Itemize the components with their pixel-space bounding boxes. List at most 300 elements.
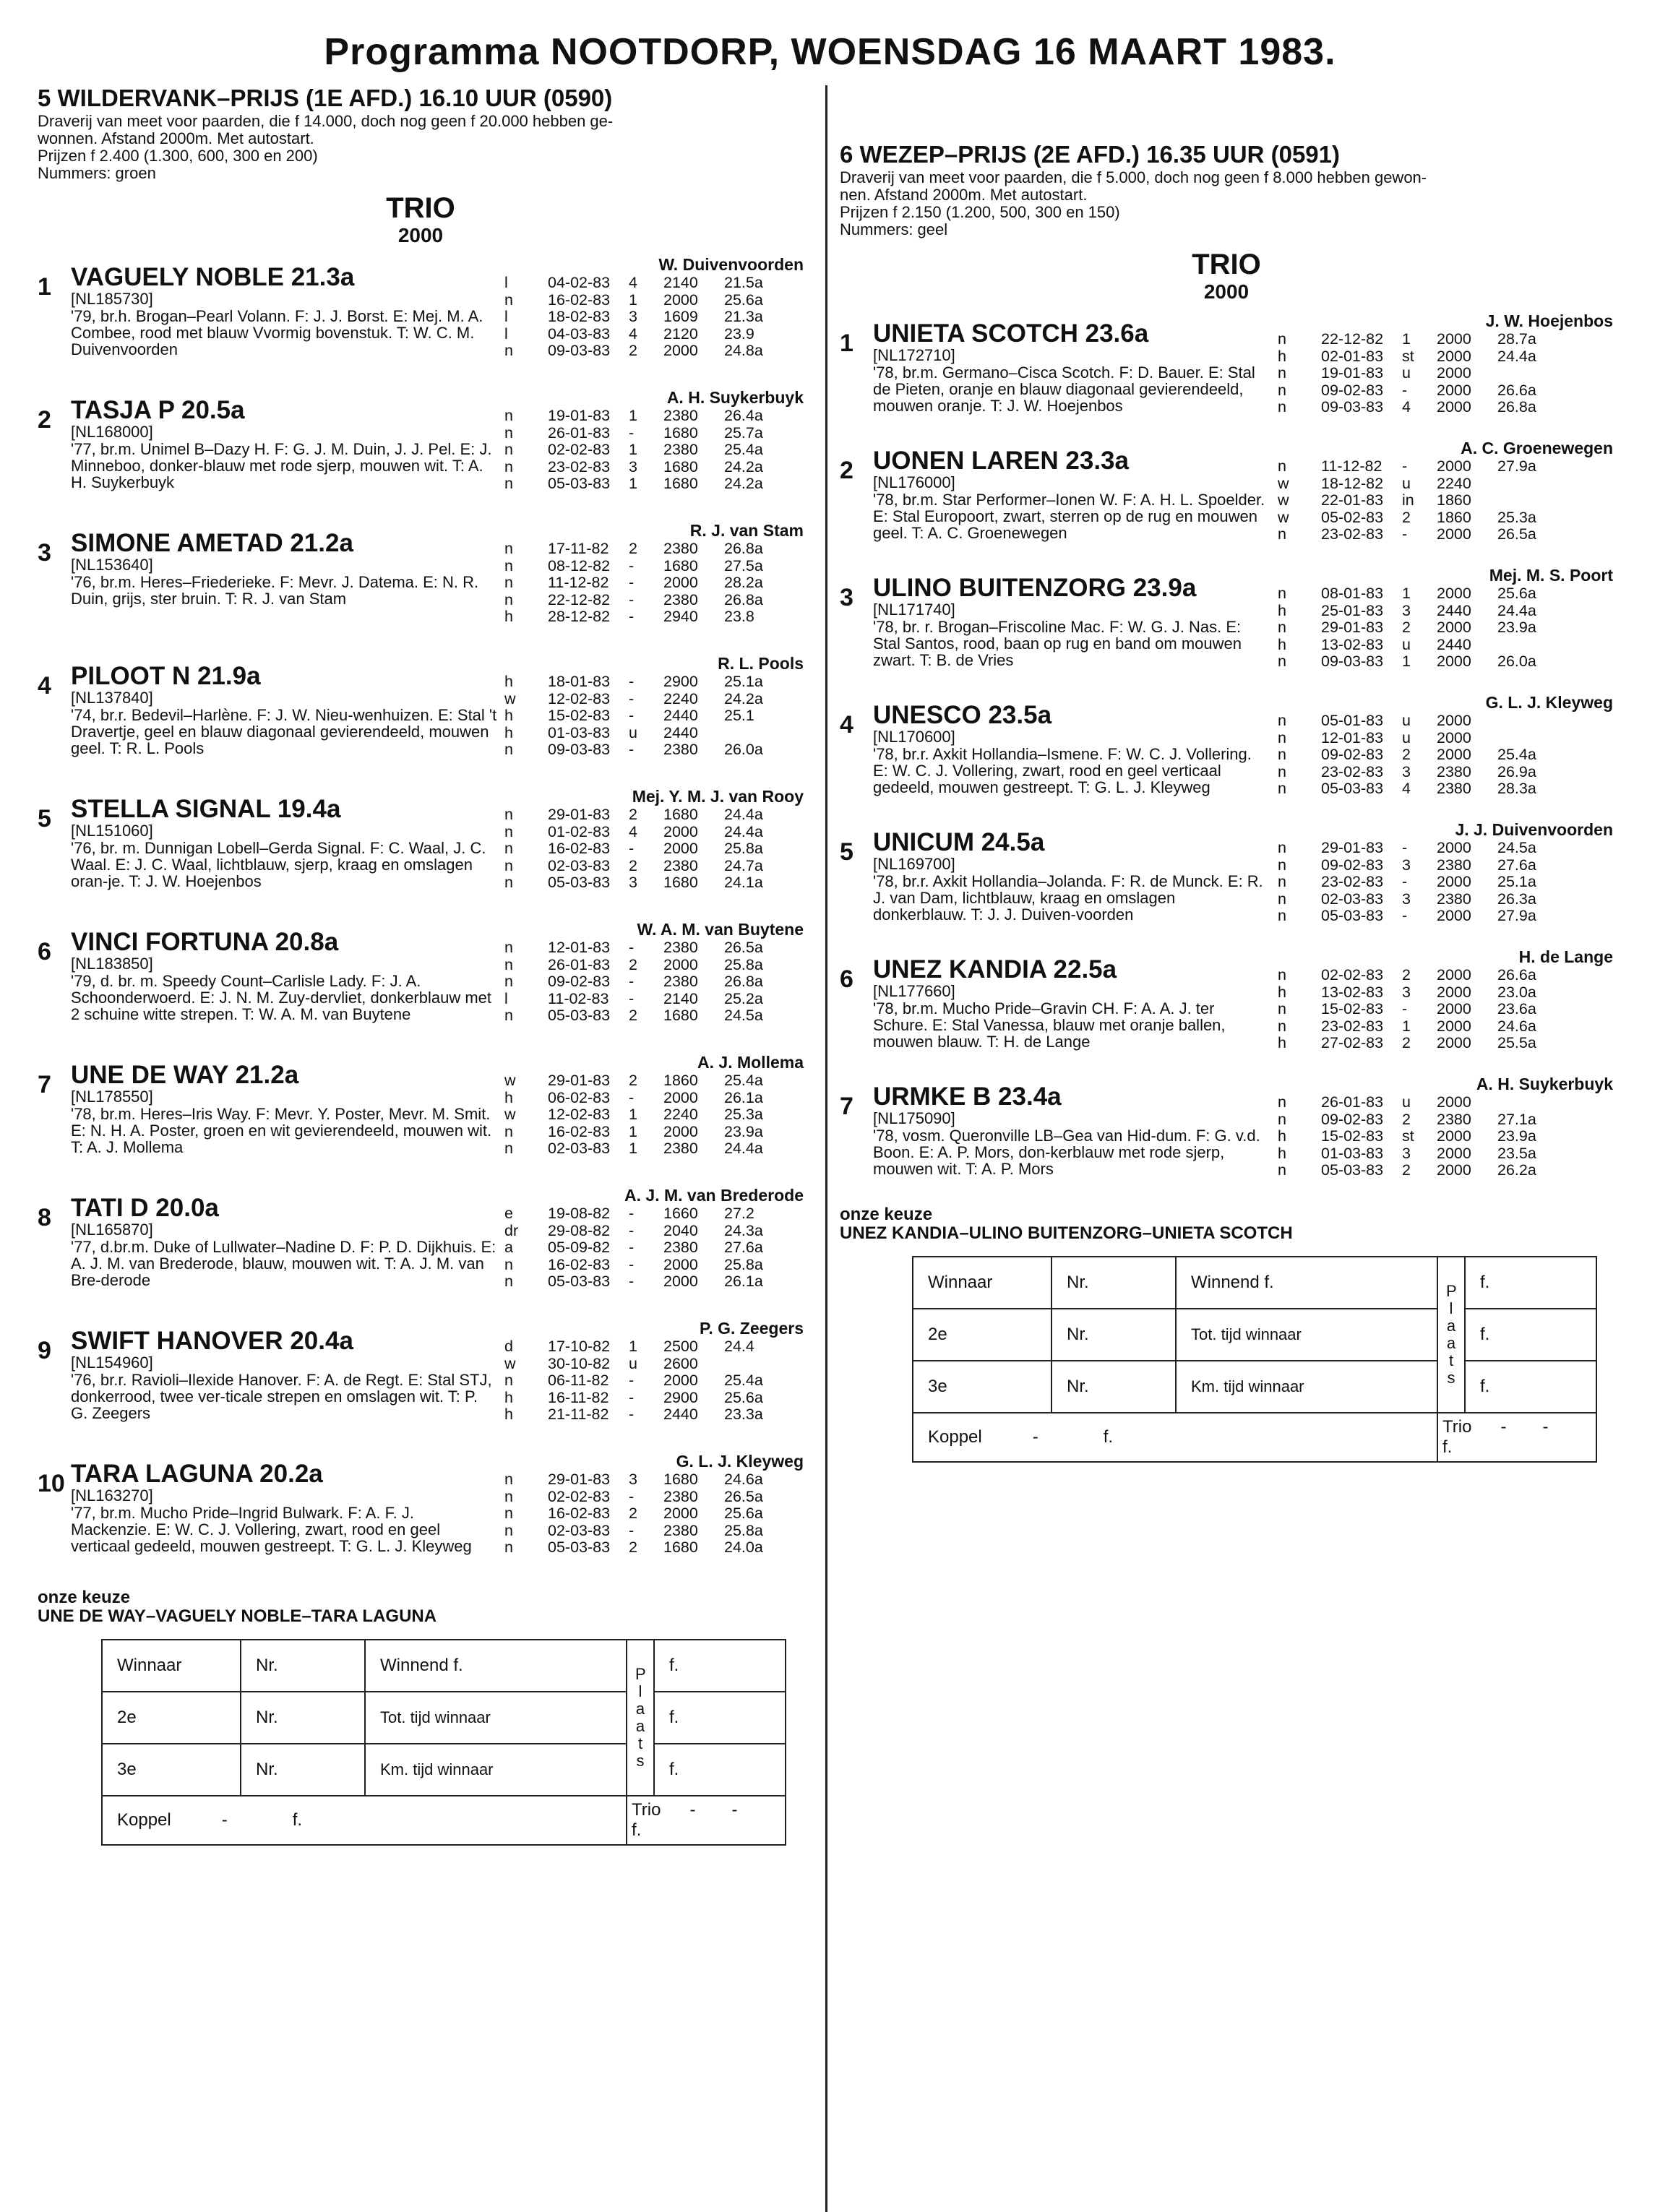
- track-code: h: [504, 1388, 513, 1406]
- results-table: [504, 1205, 804, 1291]
- horse-number: 4: [840, 711, 853, 739]
- distance: 1860: [663, 1072, 698, 1089]
- horse-description: '78, vosm. Queronville LB–Gea van Hid-dum. F: G. v.d. Boon. E: A. P. Mors, don-kerblauw met rode sjerp, mouwen wit. T: A. P. Mors: [873, 1127, 1260, 1178]
- placing: 2: [629, 856, 637, 874]
- bet-trio: [627, 1796, 786, 1845]
- distance: 2140: [663, 989, 698, 1007]
- distance: 2000: [663, 955, 698, 973]
- horse-number: 5: [840, 838, 853, 866]
- track-code: l: [504, 308, 508, 325]
- distance: 2000: [663, 1505, 698, 1522]
- race-date: 05-01-83: [1321, 712, 1384, 729]
- result-row: [1278, 1111, 1613, 1129]
- km-time: 26.8a: [724, 590, 763, 608]
- horse-number: 1: [38, 273, 51, 301]
- distance: 2000: [1437, 746, 1471, 763]
- race-date: 12-01-83: [1321, 728, 1384, 746]
- horse-number: 3: [840, 584, 853, 611]
- track-code: h: [1278, 1127, 1286, 1145]
- km-time: 27.1a: [1497, 1110, 1536, 1128]
- bet-plaats-label: [1437, 1257, 1465, 1413]
- km-time: 25.5a: [1497, 1034, 1536, 1051]
- horse-results: [504, 517, 804, 650]
- horse-description: '76, br. m. Dunnigan Lobell–Gerda Signal. F: C. Waal, J. C. Waal. E: J. C. Waal, lichtblauw, sjerp, kraag en omslagen oran-je. T: J. W. Hoejenbos: [71, 839, 486, 890]
- tips-label: onze keuze: [38, 1588, 131, 1607]
- placing: 2: [629, 1505, 637, 1522]
- result-row: [504, 442, 804, 459]
- result-row: [1278, 840, 1613, 857]
- race-date: 05-03-83: [1321, 907, 1384, 924]
- race-date: 18-12-82: [1321, 474, 1384, 492]
- horse-description: '78, br.m. Mucho Pride–Gravin CH. F: A. A. J. ter Schure. E: Stal Vanessa, blauw met oranje ballen, mouwen blauw. T: H. de Lange: [873, 999, 1226, 1051]
- distance: 2000: [1437, 457, 1471, 475]
- km-time: 24.4a: [724, 806, 763, 823]
- placing: 2: [1402, 1110, 1411, 1128]
- track-code: h: [504, 673, 513, 690]
- placing: -: [629, 608, 635, 625]
- placing: 1: [629, 1122, 637, 1140]
- results-table: [1278, 840, 1613, 925]
- horse-number: 2: [840, 457, 853, 484]
- bet-koppel-koppel: Koppel: [117, 1810, 171, 1830]
- km-time: 27.9a: [1497, 907, 1536, 924]
- result-row: [504, 957, 804, 974]
- horse-results: [1278, 817, 1613, 944]
- distance: 2380: [1437, 1110, 1471, 1128]
- bet-trio-f: f.: [632, 1820, 642, 1840]
- horse-driver: Mej. Y. M. J. van Rooy: [632, 787, 804, 806]
- km-time: 24.4a: [724, 822, 763, 840]
- horse-number: 9: [38, 1337, 51, 1364]
- result-row: [1278, 603, 1613, 620]
- horse-registration: [NL175090]: [873, 1109, 955, 1127]
- km-time: [1497, 637, 1613, 654]
- bet-form: [101, 1639, 786, 1846]
- horse-entry: [38, 1315, 804, 1448]
- bet-third-label: 3e: [913, 1361, 1052, 1413]
- result-row: [504, 1471, 804, 1489]
- bet-trio-trio: Trio: [1442, 1417, 1472, 1437]
- race-date: 16-11-82: [548, 1388, 609, 1406]
- result-row: [1278, 653, 1613, 671]
- distance: 1680: [663, 423, 698, 442]
- placing: -: [1402, 839, 1408, 856]
- distance: 2380: [1437, 856, 1471, 874]
- placing: u: [1402, 364, 1411, 382]
- placing: 3: [1402, 762, 1411, 780]
- distance: 2000: [1437, 907, 1471, 924]
- race-date: 29-01-83: [548, 1072, 611, 1089]
- betform-container: [101, 1639, 804, 1846]
- horse-name: UNICUM 24.5a: [873, 828, 1045, 856]
- result-row: [1278, 492, 1613, 509]
- bet-winnend-label: Winnend f.: [1176, 1257, 1437, 1309]
- result-row: [1278, 1145, 1613, 1163]
- result-row: [504, 1007, 804, 1025]
- result-row: [1278, 713, 1613, 730]
- placing: -: [629, 1255, 635, 1273]
- placing: 2: [629, 1007, 637, 1024]
- horse-info: [873, 562, 1278, 689]
- horse-entry: [38, 251, 804, 384]
- result-row: [504, 541, 804, 558]
- horse-results: [1278, 689, 1613, 817]
- km-time: 26.5a: [724, 939, 763, 956]
- km-time: 24.5a: [1497, 839, 1536, 856]
- horse-results: [504, 916, 804, 1049]
- bet-amount-label: f.: [654, 1692, 786, 1744]
- track-code: n: [1278, 1000, 1286, 1017]
- track-code: l: [504, 989, 508, 1007]
- track-code: h: [504, 723, 513, 741]
- horse-results: [1278, 308, 1613, 435]
- track-code: n: [1278, 762, 1286, 780]
- placing: u: [1402, 728, 1411, 746]
- km-time: 24.4a: [1497, 347, 1536, 365]
- horse-driver: G. L. J. Kleyweg: [1485, 693, 1613, 712]
- placing: -: [629, 973, 635, 990]
- race-date: 17-11-82: [548, 540, 609, 557]
- horse-info: [873, 308, 1278, 435]
- km-time: 26.3a: [1497, 890, 1536, 908]
- result-row: [504, 1505, 804, 1523]
- placing: 1: [1402, 1017, 1411, 1035]
- horse-number: 1: [840, 330, 853, 357]
- placing: 1: [629, 407, 637, 424]
- results-table: [504, 674, 804, 759]
- bet-second-label: 2e: [102, 1692, 241, 1744]
- bet-form-row: [913, 1413, 1596, 1462]
- result-row: [504, 1140, 804, 1158]
- result-row: [504, 1372, 804, 1390]
- race-date: 08-01-83: [1321, 585, 1384, 602]
- horse-info: [873, 817, 1278, 944]
- result-row: [1278, 619, 1613, 637]
- distance: 1680: [663, 457, 698, 475]
- distance: 1860: [1437, 508, 1471, 526]
- placing: u: [1402, 635, 1411, 653]
- distance: 2900: [663, 673, 698, 690]
- race-date: 05-02-83: [1321, 508, 1384, 526]
- result-row: [504, 691, 804, 708]
- race-date: 23-02-83: [548, 457, 611, 475]
- horse-registration: [NL172710]: [873, 346, 955, 364]
- bet-amount-label: f.: [654, 1640, 786, 1692]
- distance: 2380: [663, 856, 698, 874]
- distance: 2000: [1437, 1000, 1471, 1017]
- track-code: n: [504, 556, 513, 574]
- result-row: [1278, 331, 1613, 348]
- result-row: [1278, 746, 1613, 764]
- result-row: [1278, 764, 1613, 781]
- bet-trio-dash: -: [1500, 1417, 1507, 1437]
- results-table: [504, 1471, 804, 1557]
- distance: 2000: [1437, 966, 1471, 984]
- bet-winner-label: Winnaar: [913, 1257, 1052, 1309]
- race-date: 22-12-82: [548, 590, 611, 608]
- placing: u: [1402, 474, 1411, 492]
- result-row: [504, 326, 804, 343]
- distance: 2380: [663, 1140, 698, 1157]
- race-date: 22-12-82: [1321, 330, 1384, 348]
- horse-driver: H. de Lange: [1518, 947, 1613, 966]
- result-row: [504, 608, 804, 626]
- race-date: 02-01-83: [1321, 347, 1384, 365]
- race-date: 16-02-83: [548, 1505, 611, 1522]
- race-date: 04-03-83: [548, 324, 611, 343]
- km-time: 26.6a: [1497, 966, 1536, 984]
- distance: 1680: [663, 874, 698, 891]
- horse-entry: [840, 944, 1613, 1071]
- track-code: n: [504, 874, 513, 891]
- track-code: n: [1278, 381, 1286, 399]
- race-date: 05-03-83: [1321, 780, 1384, 797]
- result-row: [1278, 1018, 1613, 1036]
- race-info: [38, 113, 804, 182]
- placing: -: [629, 1205, 635, 1222]
- km-time: 24.6a: [724, 1471, 763, 1488]
- placing: 2: [629, 1072, 637, 1089]
- bet-number-label: Nr.: [241, 1692, 365, 1744]
- placing: 1: [629, 475, 637, 492]
- km-time: 27.9a: [1497, 457, 1536, 475]
- km-time: 25.6a: [724, 1388, 763, 1406]
- track-code: n: [1278, 966, 1286, 984]
- bet-form-row: [913, 1257, 1596, 1309]
- race-date: 02-03-83: [548, 1521, 611, 1539]
- km-time: 25.1: [724, 707, 754, 724]
- track-code: n: [1278, 525, 1286, 543]
- track-code: n: [504, 475, 513, 492]
- race-date: 15-02-83: [1321, 1127, 1384, 1145]
- distance: 2600: [663, 1354, 698, 1372]
- placing: 4: [629, 822, 637, 840]
- race-date: 16-02-83: [548, 1122, 611, 1140]
- placing: -: [1402, 873, 1408, 890]
- km-time: 26.4a: [724, 407, 763, 424]
- horse-name: VAGUELY NOBLE 21.3a: [71, 263, 355, 291]
- km-time: [724, 1356, 804, 1373]
- results-table: [1278, 713, 1613, 798]
- track-code: n: [1278, 839, 1286, 856]
- bet-form-row: [102, 1692, 786, 1744]
- result-row: [1278, 891, 1613, 908]
- distance: 2380: [663, 939, 698, 956]
- race-date: 29-01-83: [548, 806, 611, 823]
- bet-type: TRIO: [1192, 249, 1261, 280]
- horse-description: '78, br.m. Germano–Cisca Scotch. F: D. Bauer. E: Stal de Pieten, oranje en blauw diagonaal gevierendeeld, mouwen oranje. T: J. W. Hoejenbos: [873, 363, 1255, 415]
- horse-name: TASJA P 20.5a: [71, 396, 245, 424]
- horse-name: SWIFT HANOVER 20.4a: [71, 1327, 353, 1355]
- bet-amount-label: f.: [1465, 1257, 1596, 1309]
- horse-description: '79, d. br. m. Speedy Count–Carlisle Lady. F: J. A. Schoonderwoerd. E: J. N. M. Zuy-dervliet, donkerblauw met 2 schuine witte strepen. T: W. A. M. van Buytene: [71, 972, 492, 1023]
- km-time: 24.6a: [1497, 1017, 1536, 1035]
- result-row: [504, 309, 804, 326]
- placing: 2: [1402, 1161, 1411, 1179]
- race-date: 09-02-83: [548, 973, 611, 990]
- race-info-line: Prijzen f 2.400 (1.300, 600, 300 en 200): [38, 147, 318, 165]
- km-time: 26.8a: [1497, 398, 1536, 416]
- horse-info: [873, 944, 1278, 1071]
- horse-name: TATI D 20.0a: [71, 1194, 219, 1222]
- placing: -: [629, 741, 635, 758]
- distance: 2120: [663, 324, 698, 343]
- horse-results: [1278, 944, 1613, 1071]
- race-date: 16-02-83: [548, 1255, 611, 1273]
- horse-driver: A. C. Groenewegen: [1461, 439, 1613, 457]
- race-date: 02-02-83: [548, 1487, 611, 1505]
- km-time: 26.0a: [724, 741, 763, 758]
- horse-name: UONEN LAREN 23.3a: [873, 447, 1129, 475]
- km-time: 24.2a: [724, 475, 763, 492]
- horse-number: 2: [38, 406, 51, 434]
- distance: 2000: [663, 342, 698, 359]
- horse-info: [71, 1448, 504, 1581]
- placing: 2: [629, 342, 637, 359]
- race-date: 18-01-83: [548, 673, 611, 690]
- race-date: 18-02-83: [548, 308, 611, 325]
- horse-number: 6: [38, 938, 51, 965]
- race-date: 15-02-83: [1321, 1000, 1384, 1017]
- track-code: n: [504, 1140, 513, 1157]
- distance: 2380: [663, 441, 698, 458]
- km-time: 24.0a: [724, 1538, 763, 1556]
- distance: 2240: [1437, 474, 1471, 492]
- km-time: 26.5a: [1497, 525, 1536, 543]
- bet-number-label: Nr.: [1052, 1361, 1176, 1413]
- track-code: n: [1278, 364, 1286, 382]
- result-row: [504, 741, 804, 759]
- horse-name: UNE DE WAY 21.2a: [71, 1061, 299, 1089]
- race-date: 11-02-83: [548, 989, 609, 1007]
- km-time: 24.4a: [724, 1140, 763, 1157]
- race-date: 30-10-82: [548, 1354, 611, 1372]
- result-row: [504, 973, 804, 991]
- km-time: 23.5a: [1497, 1144, 1536, 1162]
- race-info-line: Draverij van meet voor paarden, die f 5.000, doch nog geen f 8.000 hebben gewon-: [840, 168, 1427, 186]
- bet-koppel-dash: -: [1032, 1427, 1038, 1447]
- horse-results: [504, 1182, 804, 1315]
- bet-number-label: Nr.: [241, 1640, 365, 1692]
- horse-entry: [38, 384, 804, 517]
- result-row: [1278, 1001, 1613, 1018]
- result-row: [1278, 967, 1613, 984]
- km-time: 25.8a: [724, 840, 763, 857]
- bet-form: [912, 1256, 1597, 1463]
- result-row: [1278, 509, 1613, 527]
- horse-name: URMKE B 23.4a: [873, 1083, 1062, 1111]
- bet-koppel-dash: -: [221, 1810, 228, 1830]
- race-date: 13-02-83: [1321, 635, 1384, 653]
- placing: u: [1402, 712, 1411, 729]
- horse-name: SIMONE AMETAD 21.2a: [71, 529, 353, 557]
- column-divider: [825, 85, 827, 2212]
- horse-description: '77, br.m. Mucho Pride–Ingrid Bulwark. F: A. F. J. Mackenzie. E: W. C. J. Vollering, zwart, rood en geel verticaal gedeeld, mouwen gestreept. T: G. L. J. Kleyweg: [71, 1504, 472, 1555]
- km-time: 24.8a: [724, 342, 763, 359]
- bet-distance: 2000: [397, 224, 444, 246]
- result-row: [504, 475, 804, 493]
- track-code: n: [504, 973, 513, 990]
- distance: 2000: [663, 1255, 698, 1273]
- distance: 1609: [663, 308, 698, 325]
- race-date: 09-02-83: [1321, 1110, 1384, 1128]
- bet-tot-tijd-label: Tot. tijd winnaar: [1176, 1309, 1437, 1361]
- horse-description: '78, br. r. Brogan–Friscoline Mac. F: W. G. J. Nas. E: Stal Santos, rood, baan op rug en band om mouwen zwart. T: B. de Vries: [873, 618, 1242, 669]
- track-code: e: [504, 1205, 513, 1222]
- km-time: 26.2a: [1497, 1161, 1536, 1179]
- horse-entry: [840, 817, 1613, 944]
- km-time: 24.5a: [724, 1007, 763, 1024]
- track-code: n: [1278, 457, 1286, 475]
- horse-driver: G. L. J. Kleyweg: [676, 1452, 804, 1471]
- race-date: 29-01-83: [1321, 619, 1384, 636]
- distance: 2000: [1437, 728, 1471, 746]
- race-date: 05-03-83: [548, 1273, 611, 1290]
- horse-name: UNESCO 23.5a: [873, 701, 1052, 729]
- track-code: n: [1278, 585, 1286, 602]
- placing: 2: [1402, 966, 1411, 984]
- horse-entry: [840, 1071, 1613, 1198]
- bet-km-tijd-label: Km. tijd winnaar: [1176, 1361, 1437, 1413]
- horse-driver: A. H. Suykerbuyk: [1476, 1075, 1613, 1093]
- km-time: 25.4a: [724, 441, 763, 458]
- race-5: [38, 84, 804, 1846]
- placing: st: [1402, 1127, 1414, 1145]
- race-date: 05-03-83: [548, 1538, 611, 1556]
- bet-form-row: [102, 1744, 786, 1796]
- placing: 2: [1402, 508, 1411, 526]
- result-row: [504, 1072, 804, 1090]
- race-info-line: Nummers: geel: [840, 220, 948, 238]
- race-date: 12-01-83: [548, 939, 611, 956]
- race-date: 29-01-83: [548, 1471, 611, 1488]
- tips-selection: UNE DE WAY–VAGUELY NOBLE–TARA LAGUNA: [38, 1606, 437, 1626]
- track-code: h: [1278, 1144, 1286, 1162]
- horse-driver: A. H. Suykerbuyk: [666, 388, 804, 407]
- race-date: 16-02-83: [548, 291, 611, 309]
- results-table: [504, 1338, 804, 1424]
- distance: 2440: [1437, 601, 1471, 619]
- race-info-line: Nummers: groen: [38, 164, 156, 182]
- km-time: 26.8a: [724, 540, 763, 557]
- result-row: [504, 1257, 804, 1274]
- betform-container: [912, 1256, 1613, 1463]
- race-date: 09-03-83: [1321, 653, 1384, 670]
- track-code: w: [1278, 474, 1289, 492]
- race-6: [840, 140, 1613, 1463]
- bet-trio: [1437, 1413, 1596, 1462]
- placing: -: [629, 1273, 635, 1290]
- result-row: [504, 840, 804, 858]
- horse-entry: [38, 916, 804, 1049]
- result-row: [504, 292, 804, 309]
- race-date: 23-02-83: [1321, 1017, 1384, 1035]
- placing: -: [629, 673, 635, 690]
- placing: 2: [629, 540, 637, 557]
- results-table: [504, 408, 804, 493]
- horse-registration: [NL137840]: [71, 689, 153, 707]
- result-row: [504, 275, 804, 292]
- race-date: 15-02-83: [548, 707, 611, 724]
- result-row: [504, 1390, 804, 1407]
- horse-results: [1278, 435, 1613, 562]
- race-date: 05-03-83: [548, 1007, 611, 1024]
- results-table: [504, 1072, 804, 1158]
- race-date: 19-01-83: [1321, 364, 1384, 382]
- track-code: n: [504, 1122, 513, 1140]
- horse-results: [504, 1448, 804, 1581]
- race-date: 09-03-83: [548, 342, 611, 359]
